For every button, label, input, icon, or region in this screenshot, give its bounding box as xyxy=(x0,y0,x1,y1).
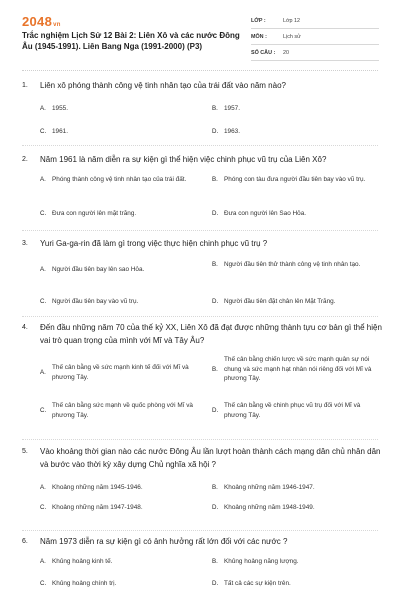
question-3 xyxy=(22,238,382,317)
option-letter: C. xyxy=(40,406,47,414)
option-text: Khoảng những năm 1946-1947. xyxy=(224,484,315,491)
question-divider xyxy=(22,316,378,317)
option-text: Khoảng những năm 1948-1949. xyxy=(224,504,315,511)
question-6 xyxy=(22,536,382,599)
option-text: Đưa con người lên Sao Hỏa. xyxy=(224,209,307,217)
question-stem xyxy=(22,154,382,167)
question-number: 5. xyxy=(22,448,28,455)
options xyxy=(22,257,382,317)
option-letter: D. xyxy=(212,406,219,414)
option-text: Người đầu tiên thử thành công vệ tinh nhân tạo. xyxy=(224,260,361,268)
options xyxy=(22,173,382,231)
option-text: Người đầu tiên bay lên sao Hỏa. xyxy=(52,265,145,273)
option-text: Khủng hoảng chính trị. xyxy=(52,579,117,587)
quiz-meta xyxy=(251,13,379,61)
option-letter: B. xyxy=(212,175,218,183)
question-text: Năm 1973 diễn ra sự kiện gì có ảnh hưởng rất lớn đối với các nước ? xyxy=(40,537,288,546)
question-divider xyxy=(22,530,378,531)
option-text: Thế cân bằng chiến lược về sức mạnh quân sự nói chung và sức mạnh hạt nhân nói riêng đối với Mĩ và phương Tây. xyxy=(224,356,372,382)
option-letter: B. xyxy=(212,484,218,491)
option-letter: D. xyxy=(212,579,219,587)
option-letter: A. xyxy=(40,484,46,491)
option-a[interactable] xyxy=(40,557,202,567)
option-d[interactable] xyxy=(212,209,374,219)
option-text: 1963. xyxy=(224,127,240,135)
option-c[interactable] xyxy=(40,297,202,307)
option-a[interactable] xyxy=(40,175,202,185)
question-stem xyxy=(22,238,382,251)
option-c[interactable] xyxy=(40,127,202,137)
question-4 xyxy=(22,322,382,433)
question-number: 2. xyxy=(22,156,28,163)
question-1 xyxy=(22,80,382,143)
options xyxy=(22,477,382,521)
option-letter: A. xyxy=(40,265,46,273)
option-text: Người đầu tiên đặt chân lên Mặt Trăng. xyxy=(224,297,336,305)
option-a[interactable] xyxy=(40,483,202,493)
option-d[interactable] xyxy=(212,503,374,513)
option-d[interactable] xyxy=(212,579,374,589)
option-b[interactable] xyxy=(212,260,374,270)
option-b[interactable] xyxy=(212,483,374,493)
question-text: Đến đầu những năm 70 của thế kỷ XX, Liên Xô đã đạt được những thành tựu cơ bản gì thể hiện vai trò quan trọng của mình với Mĩ và Tây Âu? xyxy=(40,323,382,345)
option-d[interactable] xyxy=(212,127,374,137)
option-text: 1957. xyxy=(224,104,240,112)
option-b[interactable] xyxy=(212,175,374,185)
option-c[interactable] xyxy=(40,209,202,219)
option-text: Người đầu tiên bay vào vũ trụ. xyxy=(52,297,139,305)
meta-subject-key: MÔN : xyxy=(251,33,267,40)
meta-class-key: LỚP : xyxy=(251,17,266,24)
option-b[interactable] xyxy=(212,557,374,567)
meta-count-key: SỐ CÂU : xyxy=(251,49,276,56)
question-number: 6. xyxy=(22,538,28,545)
option-letter: D. xyxy=(212,127,219,135)
option-c[interactable] xyxy=(40,401,202,420)
option-letter: C. xyxy=(40,297,47,305)
header-divider xyxy=(22,70,378,71)
option-letter: D. xyxy=(212,297,219,305)
meta-class-value: Lớp 12 xyxy=(283,17,301,24)
option-letter: A. xyxy=(40,104,46,112)
option-c[interactable] xyxy=(40,579,202,589)
meta-subject xyxy=(251,29,379,45)
option-text: Thế cân bằng về sức mạnh kinh tế đối với Mĩ và phương Tây. xyxy=(52,364,189,381)
option-text: Khoảng những năm 1945-1946. xyxy=(52,484,143,491)
option-a[interactable] xyxy=(40,265,202,275)
site-logo[interactable] xyxy=(22,14,61,29)
option-b[interactable] xyxy=(212,355,374,384)
question-stem xyxy=(22,536,382,549)
question-text: Năm 1961 là năm diễn ra sự kiện gì thể hiện việc chinh phục vũ trụ của Liên Xô? xyxy=(40,155,327,164)
question-number: 4. xyxy=(22,324,28,331)
option-letter: B. xyxy=(212,365,218,373)
meta-subject-value: Lịch sử xyxy=(283,33,301,40)
option-text: Khủng hoảng năng lượng. xyxy=(224,557,299,565)
option-a[interactable] xyxy=(40,104,202,114)
meta-class xyxy=(251,13,379,29)
meta-count xyxy=(251,45,379,61)
question-number: 1. xyxy=(22,82,28,89)
option-text: 1961. xyxy=(52,127,68,135)
option-letter: C. xyxy=(40,209,47,217)
option-text: Khoảng những năm 1947-1948. xyxy=(52,504,143,511)
option-letter: B. xyxy=(212,260,218,268)
option-letter: D. xyxy=(212,504,219,511)
option-text: Khủng hoảng kinh tế. xyxy=(52,557,113,565)
option-b[interactable] xyxy=(212,104,374,114)
option-letter: D. xyxy=(212,209,219,217)
page-header xyxy=(0,0,400,66)
question-number: 3. xyxy=(22,240,28,247)
question-divider xyxy=(22,439,378,440)
option-d[interactable] xyxy=(212,401,374,420)
option-letter: B. xyxy=(212,104,218,112)
option-letter: A. xyxy=(40,175,46,183)
option-letter: C. xyxy=(40,504,47,511)
option-letter: A. xyxy=(40,368,46,376)
option-text: Thế cân bằng về chinh phục vũ trụ đối với Mĩ và phương Tây. xyxy=(224,402,361,419)
option-d[interactable] xyxy=(212,297,374,307)
question-text: Liên xô phóng thành công vệ tinh nhân tạo của trái đất vào năm nào? xyxy=(40,81,286,90)
option-a[interactable] xyxy=(40,363,202,382)
option-text: Đưa con người lên mặt trăng. xyxy=(52,209,137,217)
options xyxy=(22,555,382,599)
logo-text: 2048 xyxy=(22,14,53,29)
question-2 xyxy=(22,154,382,231)
option-text: Phóng thành công vệ tinh nhân tạo của trái đất. xyxy=(52,175,187,183)
question-stem xyxy=(22,322,382,347)
meta-count-value: 20 xyxy=(283,49,289,56)
question-5 xyxy=(22,446,382,521)
logo-suffix: vn xyxy=(53,22,61,28)
option-text: Tất cả các sự kiện trên. xyxy=(224,579,291,587)
option-c[interactable] xyxy=(40,503,202,513)
option-text: Phóng con tàu đưa người đầu tiên bay vào vũ trụ. xyxy=(224,175,366,183)
question-stem xyxy=(22,80,382,93)
options xyxy=(22,99,382,143)
option-letter: A. xyxy=(40,557,46,565)
option-text: Thế cân bằng sức mạnh về quốc phòng với Mĩ và phương Tây. xyxy=(52,402,193,419)
page-title: Trắc nghiệm Lịch Sử 12 Bài 2: Liên Xô và các nước Đông Âu (1945-1991). Liên Bang Nga (1991-2000) (P3) xyxy=(22,31,240,51)
options xyxy=(22,353,382,433)
question-stem xyxy=(22,446,382,471)
question-text: Vào khoảng thời gian nào các nước Đông Âu lần lượt hoàn thành cách mạng dân chủ nhân dân và bước vào thời kỳ xây dựng Chủ nghĩa xã hội ? xyxy=(40,447,381,469)
option-text: 1955. xyxy=(52,104,68,112)
option-letter: C. xyxy=(40,579,47,587)
question-divider xyxy=(22,230,378,231)
question-text: Yuri Ga-ga-rin đã làm gì trong việc thực hiện chinh phục vũ trụ ? xyxy=(40,239,268,248)
option-letter: B. xyxy=(212,557,218,565)
question-divider xyxy=(22,145,378,146)
option-letter: C. xyxy=(40,127,47,135)
